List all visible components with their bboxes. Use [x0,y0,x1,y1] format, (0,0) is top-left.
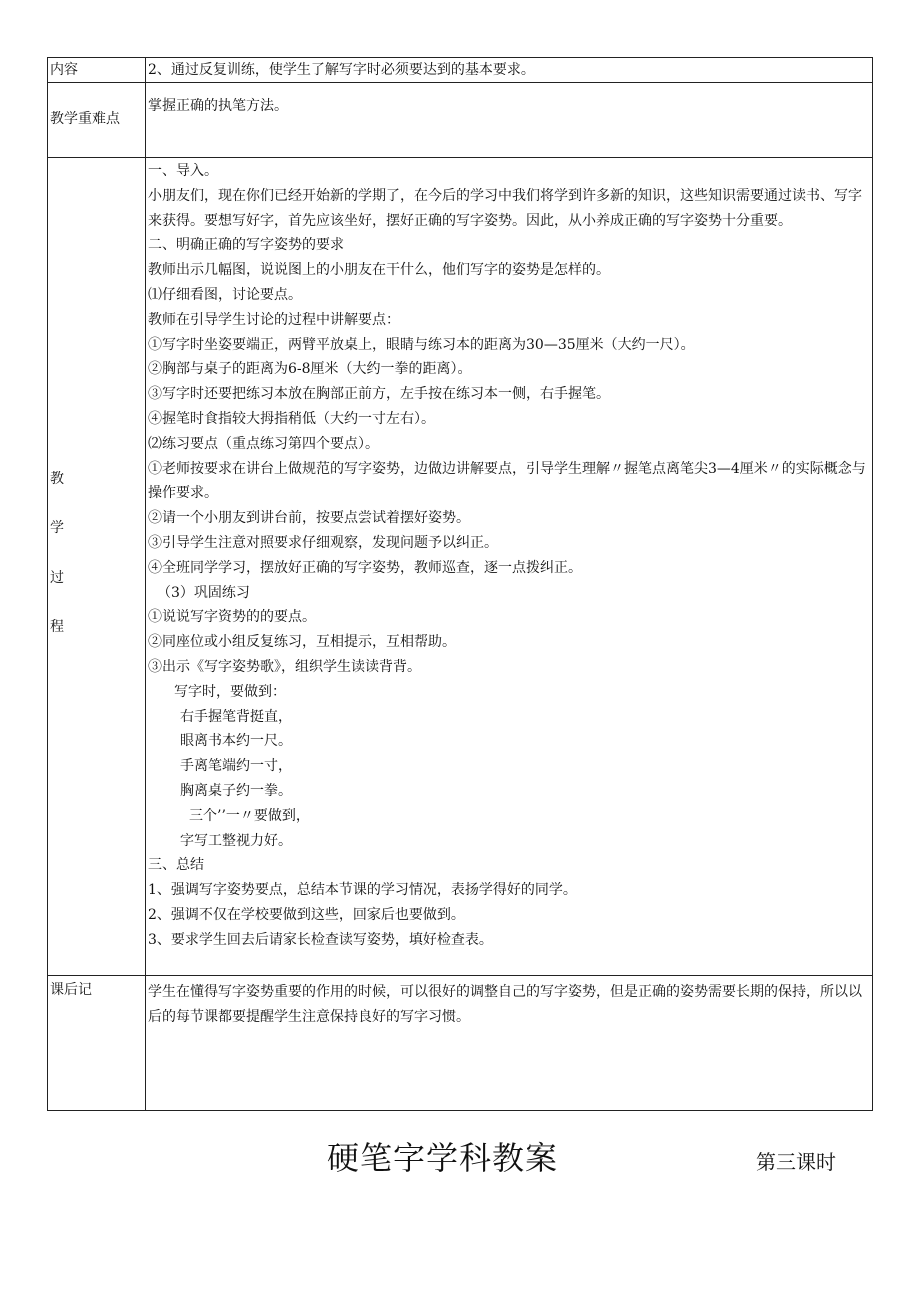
process-line: ②同座位或小组反复练习，互相提示，互相帮助。 [148,634,456,651]
poem-line: 字写工整视力好。 [180,832,292,849]
process-line: （3）巩固练习 [157,584,250,601]
session-label: 第三课时 [756,1150,836,1174]
process-line: ⑵练习要点（重点练习第四个要点）。 [148,435,379,452]
section-heading: 一、导入。 [148,163,218,179]
section-heading: 三、总结 [148,857,204,874]
process-line: ②请一个小朋友到讲台前，按要点尝试着摆好姿势。 [148,510,470,527]
process-label-char: 程 [50,619,64,635]
process-line: ①写字时坐姿要端正，两臂平放桌上，眼睛与练习本的距离为30—35厘米（大约一尺）。 [148,336,695,353]
lesson-plan-table [47,57,873,1111]
content-text: 2、通过反复训练，使学生了解写字时必须要达到的基本要求。 [146,58,873,83]
key-points-text: 掌握正确的执笔方法。 [146,83,873,158]
poem-line: 胸离桌子约一拳。 [180,782,292,799]
key-points-row [48,83,873,158]
poem-line: 眼离书本约一尺。 [180,733,292,750]
process-line: ④握笔时食指较大拇指稍低（大约一寸左右）。 [148,410,435,427]
process-line: ①说说写字资势的的要点。 [148,609,316,626]
after-class-row [48,976,873,1111]
section-heading: 二、明确正确的写字姿势的要求 [148,237,344,254]
process-line: 教师出示几幅图，说说图上的小朋友在干什么，他们写字的姿势是怎样的。 [148,262,610,279]
document-title: 硬笔字学科教案 [327,1139,559,1177]
process-label-char: 过 [50,570,64,586]
content-row [48,58,873,83]
poem-line: 手离笔端约一寸， [180,758,292,775]
process-line: 教师在引导学生讨论的过程中讲解要点： [148,311,400,328]
poem-line: 三个’’一〃要做到， [189,807,310,824]
after-class-label: 课后记 [48,976,146,1111]
content-label: 内容 [48,58,146,83]
poem-line: 右手握笔背挺直， [180,708,292,725]
key-points-label: 教学重难点 [48,83,146,158]
poem-line: 写字时，要做到： [174,683,286,700]
after-class-text: 学生在懂得写字姿势重要的作用的时候，可以很好的调整自己的写字姿势，但是正确的姿势需要长期的保持，所以以后的每节课都要提醒学生注意保持良好的写字习惯。 [146,976,873,1111]
process-line: ③引导学生注意对照要求仔细观察，发现问题予以纠正。 [148,534,498,551]
teaching-process-content [146,158,873,976]
process-line: ①老师按要求在讲台上做规范的写字姿势，边做边讲解要点，引导学生理解〃握笔点离笔尖3—4厘米〃的实际概念与操作要求。 [148,460,866,502]
teaching-process-row [48,158,873,976]
teaching-process-label [48,158,146,976]
intro-paragraph: 小朋友们，现在你们已经开始新的学期了，在今后的学习中我们将学到许多新的知识，这些知识需要通过读书、写字来获得。要想写好字，首先应该坐好，摆好正确的写字姿势。因此，从小养成正确的写字姿势十分重要。 [148,187,862,229]
process-line: 2、强调不仅在学校要做到这些，回家后也要做到。 [148,906,465,923]
process-label-char: 教 [50,471,64,487]
process-label-char: 学 [50,520,64,536]
process-line: ③出示《写字姿势歌》，组织学生读读背背。 [148,658,421,675]
process-line: 1、强调写字姿势要点，总结本节课的学习情况，表扬学得好的同学。 [148,882,577,899]
process-line: ⑴仔细看图，讨论要点。 [148,286,302,303]
process-line: ②胸部与桌子的距离为6-8厘米（大约一拳的距离）。 [148,361,472,378]
process-line: ③写字时还要把练习本放在胸部正前方，左手按在练习本一侧，右手握笔。 [148,386,610,403]
process-line: ④全班同学学习，摆放好正确的写字姿势，教师巡查，逐一点拨纠正。 [148,559,582,576]
process-line: 3、要求学生回去后请家长检查读写姿势，填好检查表。 [148,931,493,948]
